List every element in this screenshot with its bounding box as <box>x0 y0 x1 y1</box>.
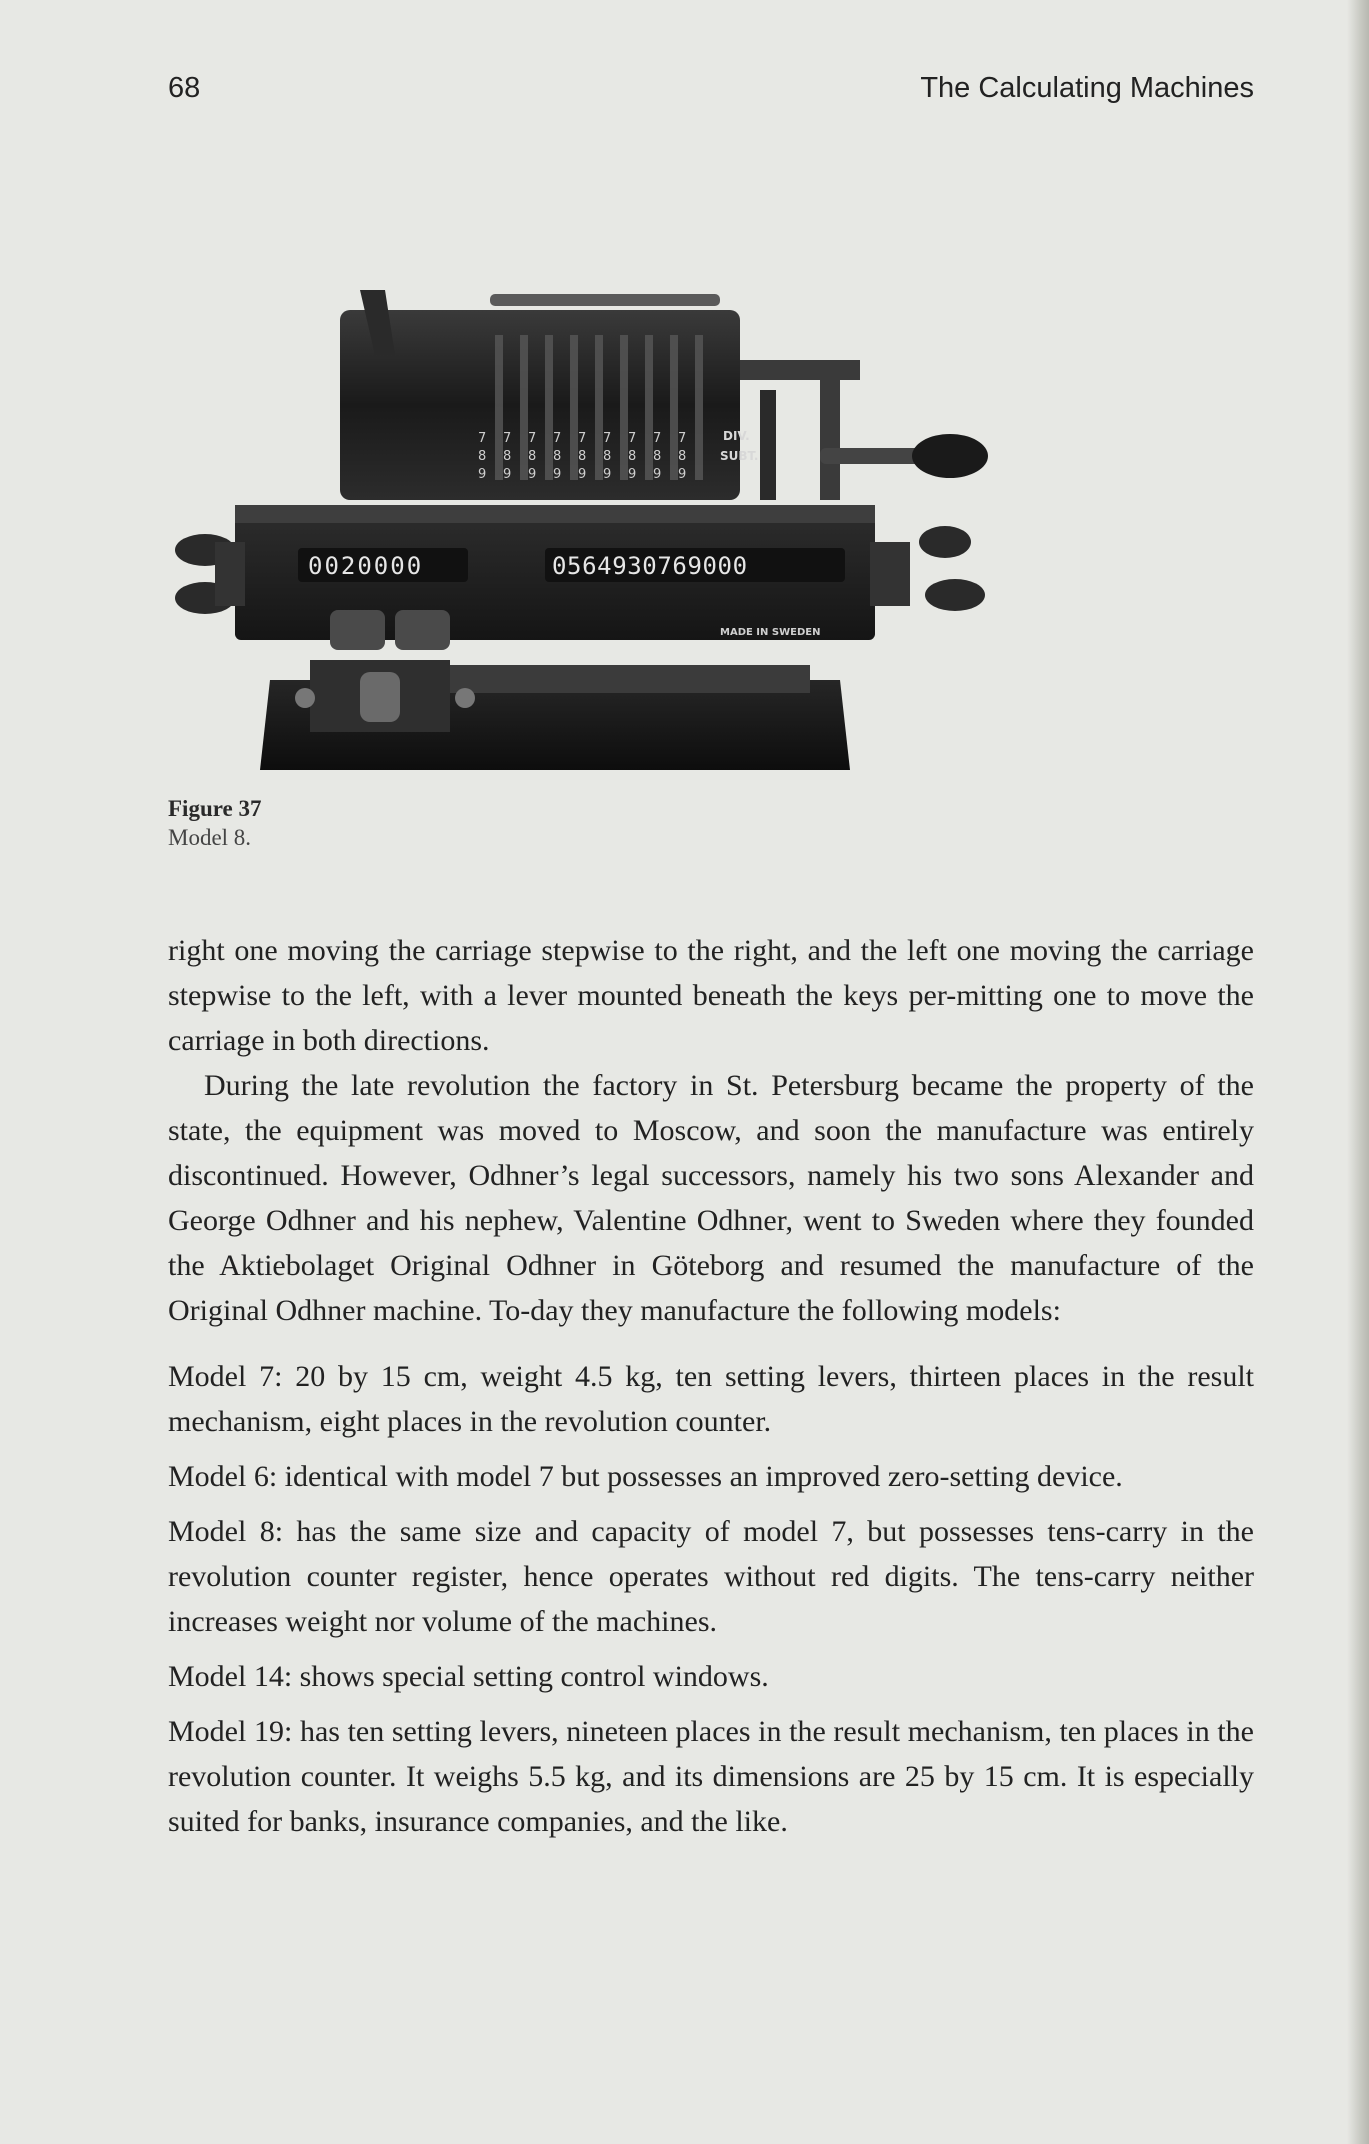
body-text <box>168 928 1254 1844</box>
left-screw <box>295 688 315 708</box>
crank-arm <box>740 360 860 380</box>
svg-text:7: 7 <box>478 431 487 446</box>
page-edge-shadow <box>1347 0 1369 2144</box>
result-register-windows <box>545 548 845 582</box>
carriage-scale-strip <box>235 505 875 523</box>
running-title: The Calculating Machines <box>920 72 1254 104</box>
svg-text:7: 7 <box>528 431 537 446</box>
svg-text:9: 9 <box>603 467 612 482</box>
running-head <box>168 72 1254 112</box>
svg-text:7: 7 <box>578 431 587 446</box>
svg-text:8: 8 <box>553 449 562 464</box>
svg-text:9: 9 <box>553 467 562 482</box>
crank-handle-knob <box>912 434 988 478</box>
svg-text:8: 8 <box>478 449 487 464</box>
top-rod <box>490 294 720 306</box>
odhner-machine-illustration <box>160 280 1000 775</box>
crank-upright <box>820 360 840 500</box>
revolution-counter-windows <box>298 548 468 582</box>
revolution-counter-digits: 0020000 <box>308 552 424 580</box>
right-wing-nut <box>870 526 985 611</box>
svg-text:7: 7 <box>628 431 637 446</box>
model-entry-19: Model 19: has ten setting levers, nineteen places in the result mechanism, ten places in the revolution counter. It weighs 5.5 kg, and its dimensions are 25 by 15 cm. It is especially suited for banks, insurance companies, and the like. <box>168 1715 1254 1838</box>
svg-text:9: 9 <box>678 467 687 482</box>
figure-caption-text: Model 8. <box>168 825 252 850</box>
figure-calculating-machine <box>160 280 1000 775</box>
svg-text:8: 8 <box>653 449 662 464</box>
paragraph-history: During the late revolution the factory in St. Petersburg became the property of the state, the equipment was moved to Moscow, and soon the manufacture was entirely discontinued. However, Odhner’s legal successors, namely his two sons Alexander and George Odhner and his nephew, Valentine Odhner, went to Sweden where they founded the Aktiebolaget Original Odhner in Göteborg and resumed the manufacture of the Original Odhner machine. To-day they manufacture the following models: <box>168 1069 1254 1327</box>
right-screw <box>455 688 475 708</box>
svg-text:8: 8 <box>528 449 537 464</box>
model-entry-6: Model 6: identical with model 7 but possesses an improved zero-setting device. <box>168 1460 1123 1493</box>
scale-digits <box>478 431 686 482</box>
subt-label: SUBT. <box>720 449 759 463</box>
svg-text:8: 8 <box>578 449 587 464</box>
svg-text:7: 7 <box>678 431 687 446</box>
carriage-shift-key-left <box>330 610 385 650</box>
svg-text:9: 9 <box>653 467 662 482</box>
model-entry-8: Model 8: has the same size and capacity of model 7, but possesses tens-carry in the revolution counter register, hence operates without red digits. The tens-carry neither increases weight nor volume of the machines. <box>168 1515 1254 1638</box>
svg-text:8: 8 <box>678 449 687 464</box>
page-number: 68 <box>168 72 201 104</box>
figure-label: Figure 37 <box>168 796 262 821</box>
svg-text:8: 8 <box>628 449 637 464</box>
svg-text:9: 9 <box>578 467 587 482</box>
svg-text:9: 9 <box>628 467 637 482</box>
model-entry-14: Model 14: shows special setting control windows. <box>168 1660 769 1693</box>
clutch-knob <box>360 672 400 722</box>
paragraph-continuation: right one moving the carriage stepwise to the right, and the left one moving the carriage stepwise to the left, with a lever mounted beneath the keys per-mitting one to move the carriage in both directions. <box>168 934 1254 1057</box>
figure-caption <box>168 794 768 852</box>
svg-text:7: 7 <box>603 431 612 446</box>
svg-text:7: 7 <box>653 431 662 446</box>
carriage-shift-key-right <box>395 610 450 650</box>
div-label: DIV. <box>723 429 750 443</box>
model-entry-7: Model 7: 20 by 15 cm, weight 4.5 kg, ten setting levers, thirteen places in the result mechanism, eight places in the revolution counter. <box>168 1360 1254 1438</box>
crank-bracket <box>760 390 776 500</box>
svg-text:7: 7 <box>503 431 512 446</box>
svg-text:8: 8 <box>503 449 512 464</box>
svg-text:9: 9 <box>503 467 512 482</box>
setting-lever-slots <box>495 335 703 480</box>
svg-text:9: 9 <box>478 467 487 482</box>
svg-text:9: 9 <box>528 467 537 482</box>
svg-text:7: 7 <box>553 431 562 446</box>
result-register-digits: 0564930769000 <box>552 552 748 580</box>
left-wing-nut <box>175 534 245 614</box>
svg-text:8: 8 <box>603 449 612 464</box>
made-in-sweden-label: MADE IN SWEDEN <box>720 627 821 638</box>
